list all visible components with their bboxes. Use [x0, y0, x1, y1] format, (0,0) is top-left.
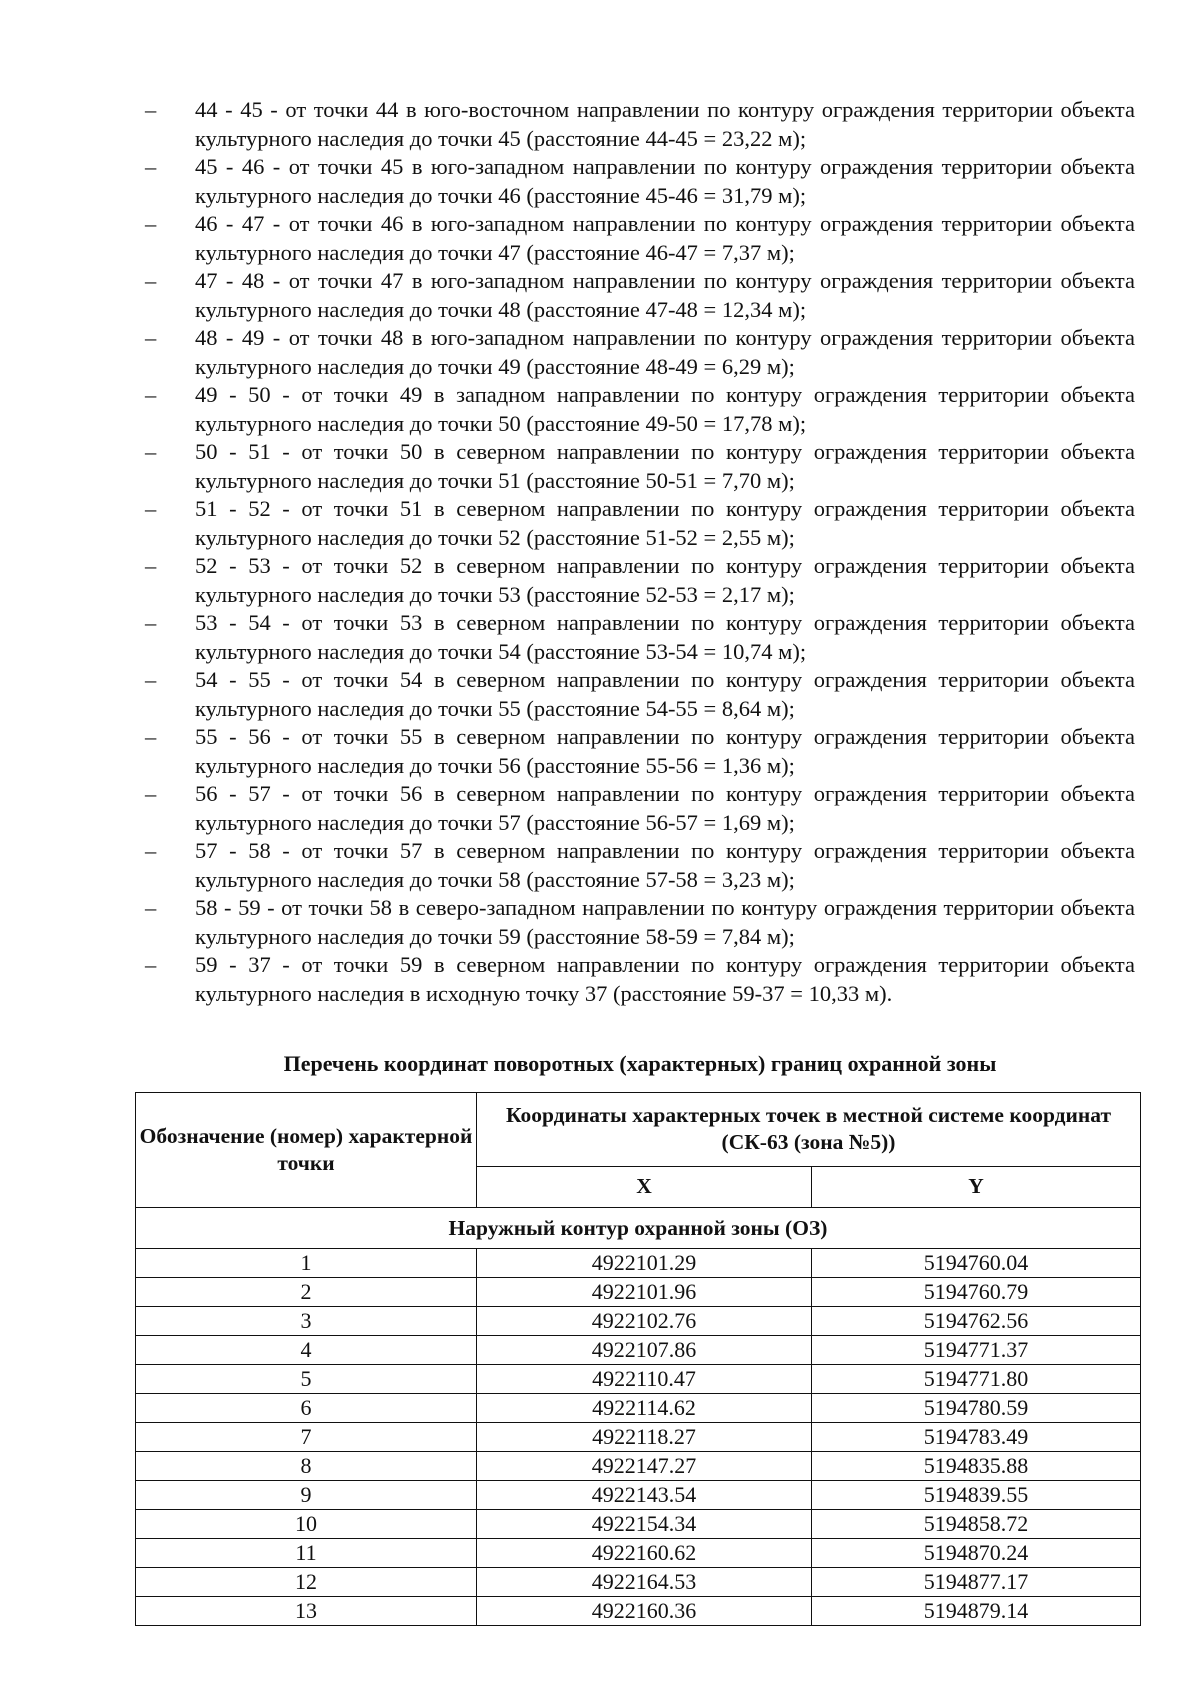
x-coordinate-cell: 4922107.86 [477, 1336, 812, 1365]
section-label: Наружный контур охранной зоны (ОЗ) [136, 1208, 1141, 1249]
x-coordinate-cell: 4922160.36 [477, 1597, 812, 1626]
list-item-text: 58 - 59 - от точки 58 в северо-западном направлении по контуру ограждения территории объекта культурного наследия до точки 59 (расстояние 58-59 = 7,84 м); [195, 895, 1135, 949]
section-title: Перечень координат поворотных (характерных) границ охранной зоны [283, 1051, 997, 1076]
point-number-cell: 2 [136, 1278, 477, 1307]
list-item [145, 609, 1135, 666]
point-number-cell: 4 [136, 1336, 477, 1365]
y-coordinate-cell: 5194858.72 [812, 1510, 1141, 1539]
list-item [145, 951, 1135, 1008]
dash-bullet: – [145, 439, 157, 464]
point-number-cell: 7 [136, 1423, 477, 1452]
list-item [145, 267, 1135, 324]
list-item-text: 53 - 54 - от точки 53 в северном направлении по контуру ограждения территории объекта культурного наследия до точки 54 (расстояние 53-54 = 10,74 м); [195, 610, 1135, 664]
x-coordinate-cell: 4922102.76 [477, 1307, 812, 1336]
y-coordinate-cell: 5194760.79 [812, 1278, 1141, 1307]
list-item [145, 495, 1135, 552]
list-item-text: 57 - 58 - от точки 57 в северном направлении по контуру ограждения территории объекта культурного наследия до точки 58 (расстояние 57-58 = 3,23 м); [195, 838, 1135, 892]
point-number-cell: 1 [136, 1249, 477, 1278]
dash-bullet: – [145, 895, 157, 920]
dash-bullet: – [145, 610, 157, 635]
x-coordinate-cell: 4922147.27 [477, 1452, 812, 1481]
boundary-segment-list [145, 96, 1135, 1008]
table-row [136, 1568, 1141, 1597]
y-coordinate-cell: 5194771.37 [812, 1336, 1141, 1365]
y-coordinate-cell: 5194760.04 [812, 1249, 1141, 1278]
y-coordinate-cell: 5194771.80 [812, 1365, 1141, 1394]
list-item-text: 52 - 53 - от точки 52 в северном направлении по контуру ограждения территории объекта культурного наследия до точки 53 (расстояние 52-53 = 2,17 м); [195, 553, 1135, 607]
list-item-text: 45 - 46 - от точки 45 в юго-западном направлении по контуру ограждения территории объекта культурного наследия до точки 46 (расстояние 45-46 = 31,79 м); [195, 154, 1135, 208]
list-item [145, 210, 1135, 267]
table-row [136, 1597, 1141, 1626]
point-number-cell: 3 [136, 1307, 477, 1336]
list-item-text: 54 - 55 - от точки 54 в северном направлении по контуру ограждения территории объекта культурного наследия до точки 55 (расстояние 54-55 = 8,64 м); [195, 667, 1135, 721]
y-coordinate-cell: 5194870.24 [812, 1539, 1141, 1568]
x-coordinate-cell: 4922101.29 [477, 1249, 812, 1278]
list-item [145, 780, 1135, 837]
list-item-text: 55 - 56 - от точки 55 в северном направлении по контуру ограждения территории объекта культурного наследия до точки 56 (расстояние 55-56 = 1,36 м); [195, 724, 1135, 778]
table-row [136, 1336, 1141, 1365]
y-coordinate-cell: 5194877.17 [812, 1568, 1141, 1597]
x-coordinate-cell: 4922101.96 [477, 1278, 812, 1307]
point-number-cell: 12 [136, 1568, 477, 1597]
y-coordinate-cell: 5194780.59 [812, 1394, 1141, 1423]
table-row [136, 1452, 1141, 1481]
list-item-text: 56 - 57 - от точки 56 в северном направлении по контуру ограждения территории объекта культурного наследия до точки 57 (расстояние 56-57 = 1,69 м); [195, 781, 1135, 835]
dash-bullet: – [145, 952, 157, 977]
list-item [145, 324, 1135, 381]
dash-bullet: – [145, 781, 157, 806]
x-coordinate-cell: 4922110.47 [477, 1365, 812, 1394]
y-coordinate-cell: 5194835.88 [812, 1452, 1141, 1481]
point-number-cell: 13 [136, 1597, 477, 1626]
dash-bullet: – [145, 553, 157, 578]
list-item-text: 51 - 52 - от точки 51 в северном направлении по контуру ограждения территории объекта культурного наследия до точки 52 (расстояние 51-52 = 2,55 м); [195, 496, 1135, 550]
dash-bullet: – [145, 268, 157, 293]
dash-bullet: – [145, 211, 157, 236]
header-coordinates: Координаты характерных точек в местной системе координат (СК-63 (зона №5)) [477, 1093, 1141, 1167]
dash-bullet: – [145, 724, 157, 749]
x-coordinate-cell: 4922118.27 [477, 1423, 812, 1452]
y-coordinate-cell: 5194839.55 [812, 1481, 1141, 1510]
list-item [145, 438, 1135, 495]
list-item [145, 381, 1135, 438]
point-number-cell: 6 [136, 1394, 477, 1423]
list-item [145, 837, 1135, 894]
list-item-text: 49 - 50 - от точки 49 в западном направлении по контуру ограждения территории объекта культурного наследия до точки 50 (расстояние 49-50 = 17,78 м); [195, 382, 1135, 436]
x-coordinate-cell: 4922143.54 [477, 1481, 812, 1510]
table-row [136, 1539, 1141, 1568]
coordinates-table [135, 1092, 1141, 1626]
list-item-text: 50 - 51 - от точки 50 в северном направлении по контуру ограждения территории объекта культурного наследия до точки 51 (расстояние 50-51 = 7,70 м); [195, 439, 1135, 493]
point-number-cell: 9 [136, 1481, 477, 1510]
point-number-cell: 5 [136, 1365, 477, 1394]
list-item-text: 44 - 45 - от точки 44 в юго-восточном направлении по контуру ограждения территории объекта культурного наследия до точки 45 (расстояние 44-45 = 23,22 м); [195, 97, 1135, 151]
point-number-cell: 11 [136, 1539, 477, 1568]
table-header-row [136, 1093, 1141, 1167]
table-row [136, 1278, 1141, 1307]
dash-bullet: – [145, 97, 157, 122]
list-item [145, 894, 1135, 951]
x-coordinate-cell: 4922154.34 [477, 1510, 812, 1539]
dash-bullet: – [145, 154, 157, 179]
table-section-row [136, 1208, 1141, 1249]
list-item [145, 552, 1135, 609]
y-coordinate-cell: 5194783.49 [812, 1423, 1141, 1452]
list-item [145, 666, 1135, 723]
list-item [145, 96, 1135, 153]
x-coordinate-cell: 4922164.53 [477, 1568, 812, 1597]
y-coordinate-cell: 5194879.14 [812, 1597, 1141, 1626]
list-item-text: 48 - 49 - от точки 48 в юго-западном направлении по контуру ограждения территории объекта культурного наследия до точки 49 (расстояние 48-49 = 6,29 м); [195, 325, 1135, 379]
dash-bullet: – [145, 667, 157, 692]
x-coordinate-cell: 4922160.62 [477, 1539, 812, 1568]
y-coordinate-cell: 5194762.56 [812, 1307, 1141, 1336]
x-coordinate-cell: 4922114.62 [477, 1394, 812, 1423]
header-x: X [477, 1166, 812, 1207]
dash-bullet: – [145, 838, 157, 863]
point-number-cell: 8 [136, 1452, 477, 1481]
dash-bullet: – [145, 382, 157, 407]
list-item-text: 46 - 47 - от точки 46 в юго-западном направлении по контуру ограждения территории объекта культурного наследия до точки 47 (расстояние 46-47 = 7,37 м); [195, 211, 1135, 265]
list-item-text: 47 - 48 - от точки 47 в юго-западном направлении по контуру ограждения территории объекта культурного наследия до точки 48 (расстояние 47-48 = 12,34 м); [195, 268, 1135, 322]
list-item [145, 723, 1135, 780]
table-row [136, 1365, 1141, 1394]
table-row [136, 1307, 1141, 1336]
list-item-text: 59 - 37 - от точки 59 в северном направлении по контуру ограждения территории объекта культурного наследия в исходную точку 37 (расстояние 59-37 = 10,33 м). [195, 952, 1135, 1006]
dash-bullet: – [145, 325, 157, 350]
table-row [136, 1394, 1141, 1423]
header-point-number: Обозначение (номер) характерной точки [136, 1093, 477, 1208]
table-row [136, 1510, 1141, 1539]
list-item [145, 153, 1135, 210]
table-row [136, 1249, 1141, 1278]
table-row [136, 1423, 1141, 1452]
point-number-cell: 10 [136, 1510, 477, 1539]
dash-bullet: – [145, 496, 157, 521]
header-y: Y [812, 1166, 1141, 1207]
table-row [136, 1481, 1141, 1510]
